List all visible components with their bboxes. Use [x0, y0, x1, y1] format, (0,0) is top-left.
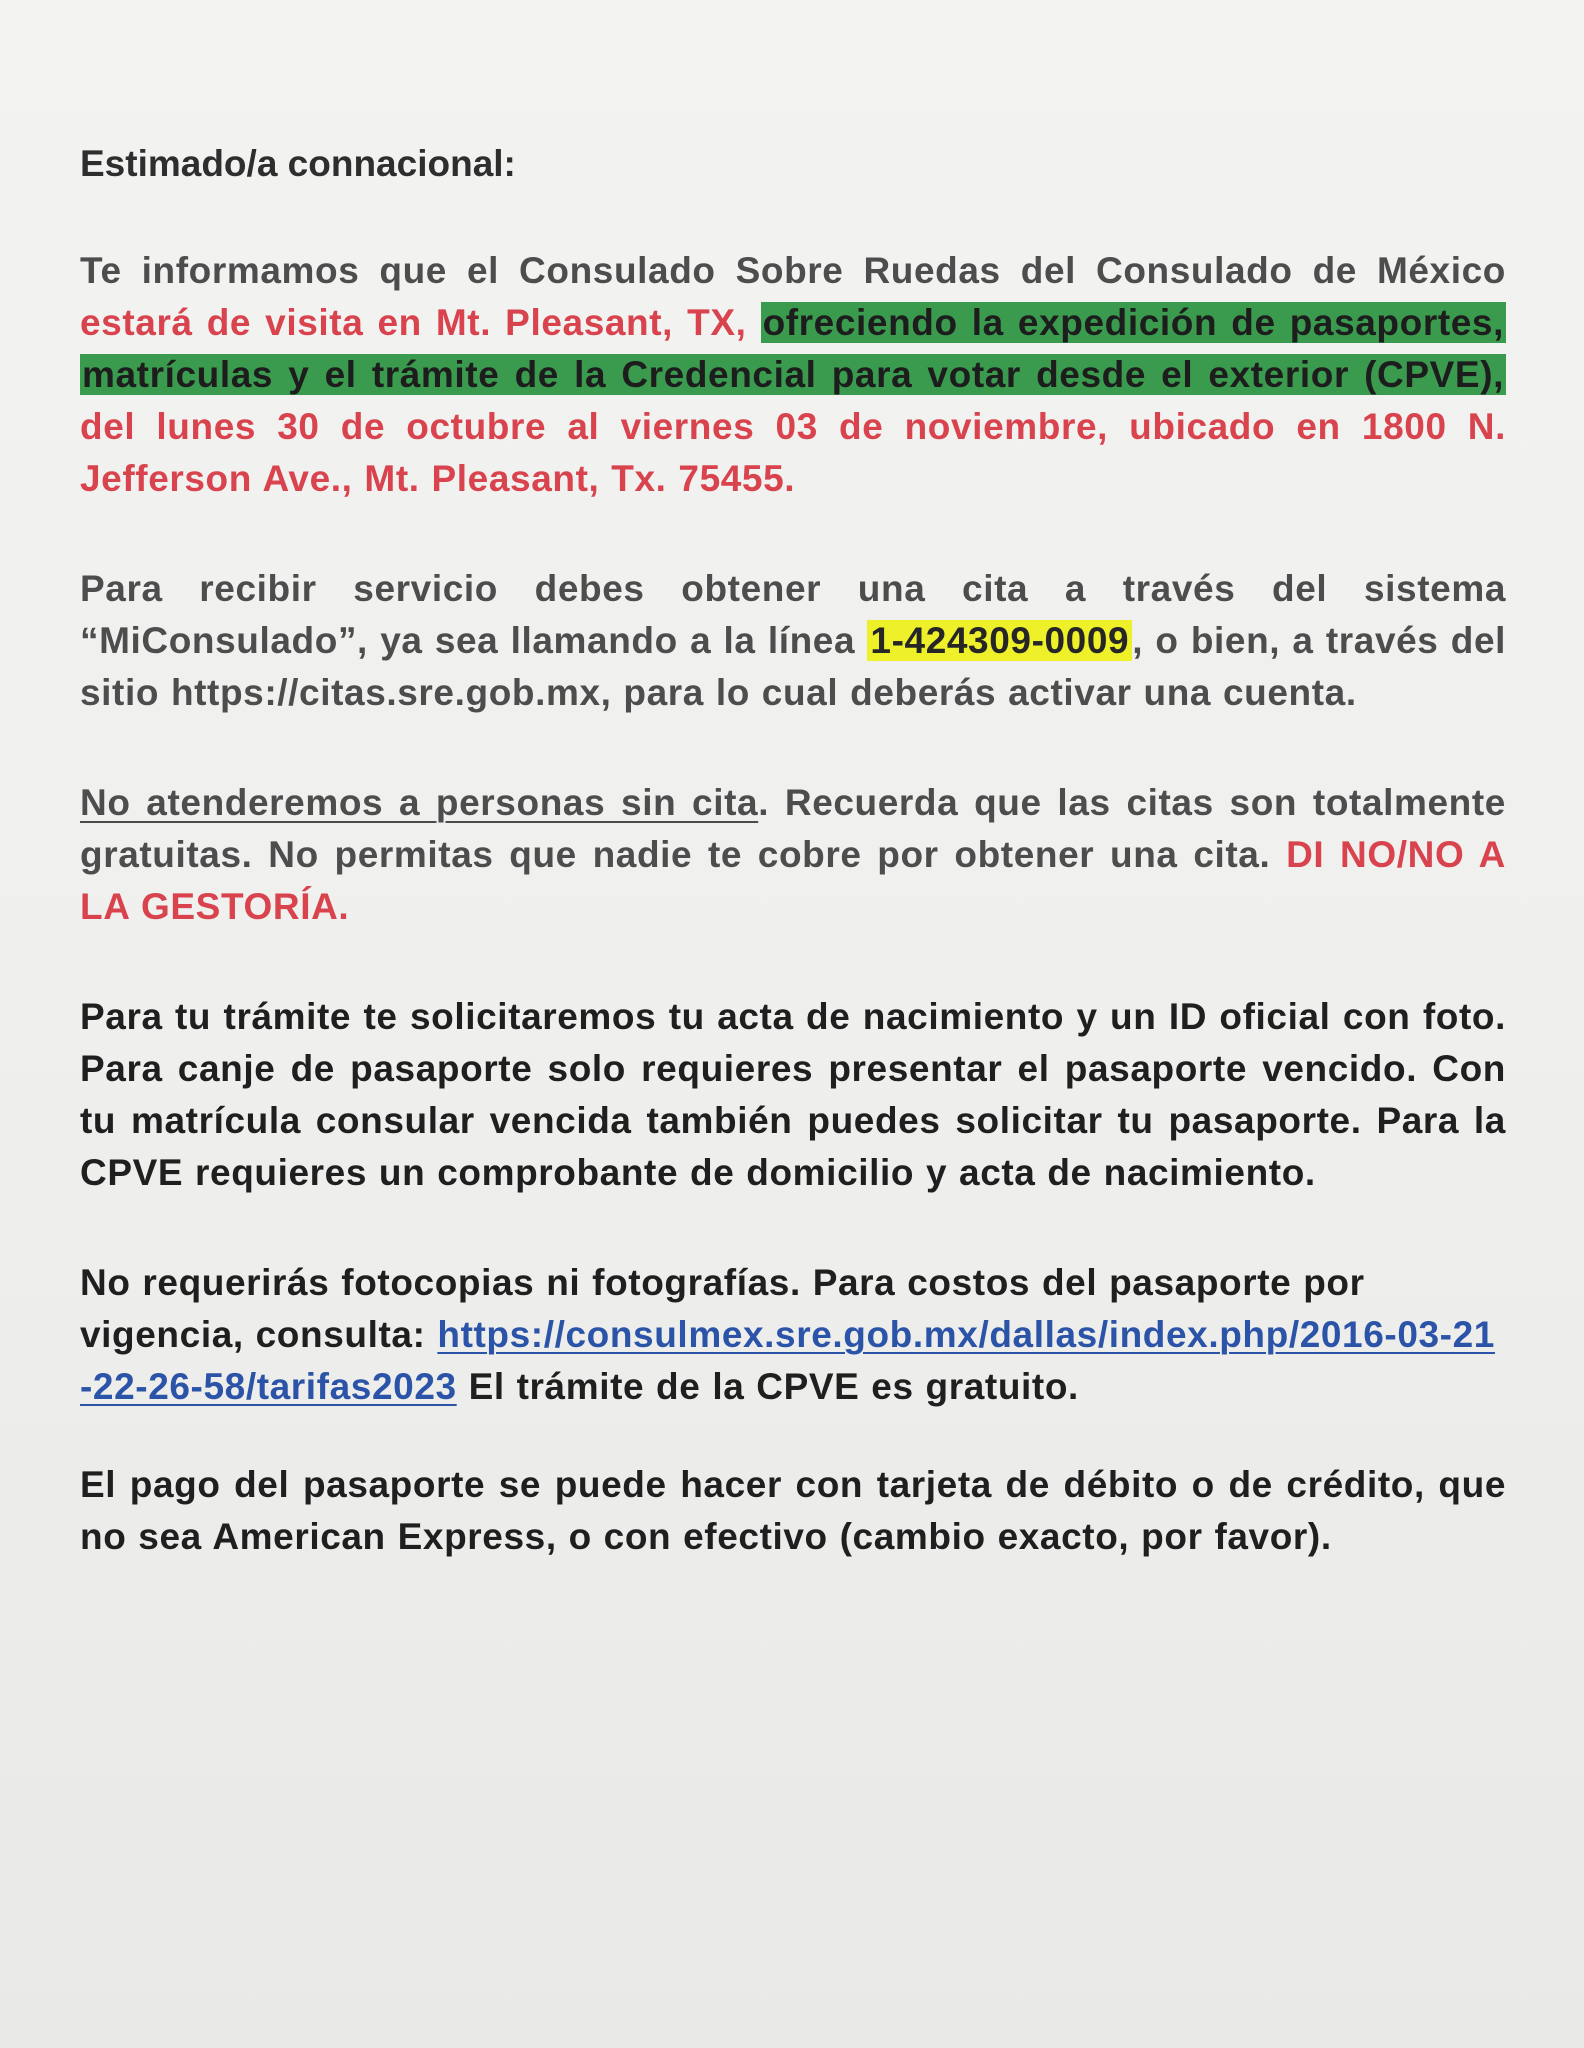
- costs-intro: No requerirás fotocopias ni fotografías. Para costos del pasaporte por vigencia, consulta:: [80, 1262, 1365, 1355]
- announcement-intro: Te informamos que el Consulado Sobre Ruedas del Consulado de México: [80, 250, 1506, 291]
- visit-location: estará de visita en Mt. Pleasant, TX,: [80, 302, 761, 343]
- paragraph-announcement: [80, 245, 1506, 505]
- gestoria-warning: DI NO/NO A LA GESTORÍA.: [80, 834, 1506, 927]
- paragraph-costs: [80, 1257, 1506, 1413]
- services-highlight: ofreciendo la expedición de pasaportes, matrículas y el trámite de la Credencial para votar desde el exterior (CPVE),: [82, 302, 1504, 395]
- phone-number: 1-424309-0009: [867, 620, 1132, 661]
- paragraph-appointment: [80, 563, 1506, 719]
- free-appointments-text: . Recuerda que las citas son totalmente gratuitas. No permitas que nadie te cobre por obtener una cita.: [80, 782, 1506, 875]
- appointment-intro: Para recibir servicio debes obtener una cita a través del sistema “MiConsulado”, ya sea llamando a la línea: [80, 568, 1506, 661]
- appointment-rest: , o bien, a través del sitio https://citas.sre.gob.mx, para lo cual deberás activar una cuenta.: [80, 620, 1506, 713]
- visit-dates-address: del lunes 30 de octubre al viernes 03 de noviembre, ubicado en 1800 N. Jefferson Ave., Mt. Pleasant, Tx. 75455.: [80, 406, 1506, 499]
- greeting: Estimado/a connacional:: [80, 143, 516, 184]
- paragraph-no-walkins: [80, 777, 1506, 933]
- no-appointment-notice: No atenderemos a personas sin cita: [80, 782, 759, 823]
- cpve-free-text: El trámite de la CPVE es gratuito.: [456, 1366, 1079, 1407]
- paragraph-requirements: Para tu trámite te solicitaremos tu acta de nacimiento y un ID oficial con foto. Para canje de pasaporte solo requieres presentar el pasaporte vencido. Con tu matrícula consular vencida también puedes solicitar tu pasaporte. Para la CPVE requieres un comprobante de domicilio y acta de nacimiento.: [80, 996, 1506, 1193]
- paragraph-payment: El pago del pasaporte se puede hacer con tarjeta de débito o de crédito, que no sea American Express, o con efectivo (cambio exacto, por favor).: [80, 1464, 1506, 1557]
- tarifas-link[interactable]: https://consulmex.sre.gob.mx/dallas/index.php/2016-03-21-22-26-58/tarifas2023: [80, 1314, 1495, 1407]
